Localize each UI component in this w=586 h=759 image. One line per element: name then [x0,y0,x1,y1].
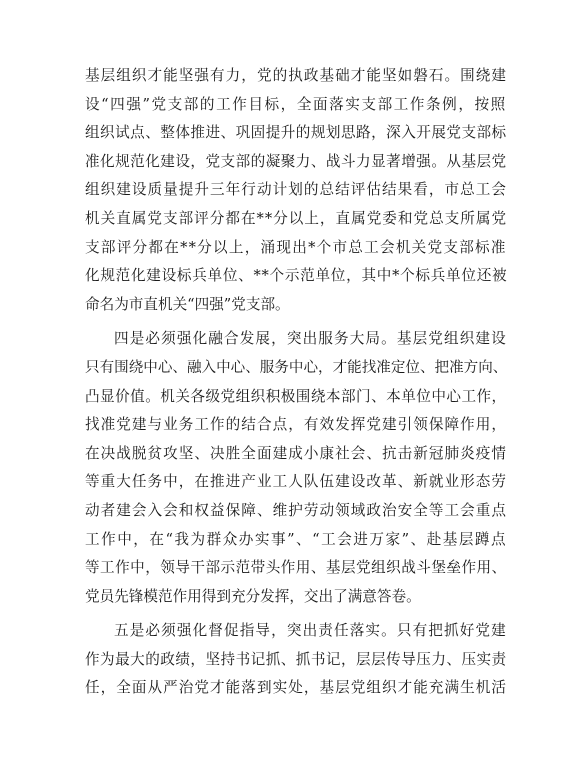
text-line: 等工作中，领导干部示范带头作用、基层党组织战斗堡垒作用、 [85,559,507,577]
text-line: 在决战脱贫攻坚、决胜全面建成小康社会、抗击新冠肺炎疫情 [85,444,508,462]
text-line: 工作中，在“我为群众办实事”、“工会进万家”、赴基层蹲点 [85,530,508,548]
text-line: 机关直属党支部评分都在**分以上，直属党委和党总支所属党 [85,209,508,227]
text-line: 准化规范化建设，党支部的凝聚力、战斗力显著增强。从基层党 [85,152,507,170]
text-line: 任，全面从严治党才能落到实处，基层党组织才能充满生机活 [85,679,508,697]
text-line: 四是必须强化融合发展，突出服务大局。基层党组织建设 [114,330,507,348]
text-line: 组织建设质量提升三年行动计划的总结评估结果看，市总工会 [85,181,508,199]
text-line: 找准党建与业务工作的结合点，有效发挥党建引领保障作用， [85,416,508,434]
text-line: 党员先锋模范作用得到充分发挥，交出了满意答卷。 [85,587,421,605]
text-line: 化规范化建设标兵单位、**个示范单位，其中*个标兵单位还被 [85,267,508,285]
text-line: 只有围绕中心、融入中心、服务中心，才能找准定位、把准方向、 [85,358,508,376]
text-line: 组织试点、整体推进、巩固提升的规划思路，深入开展党支部标 [85,124,507,142]
document-body [85,62,507,709]
text-line: 动者建会入会和权益保障、维护劳动领域政治安全等工会重点 [85,501,508,519]
text-line: 支部评分都在**分以上，涌现出*个市总工会机关党支部标准 [85,238,507,256]
paragraph-1 [85,62,507,319]
text-line: 作为最大的政绩，坚持书记抓、抓书记，层层传导压力、压实责 [85,650,507,668]
text-line: 设“四强”党支部的工作目标，全面落实支部工作条例，按照 [85,95,507,113]
paragraph-3 [85,617,507,703]
text-line: 基层组织才能坚强有力，党的执政基础才能坚如磐石。围绕建 [85,67,508,84]
text-line: 五是必须强化督促指导，突出责任落实。只有把抓好党建 [114,622,507,640]
text-line: 等重大任务中，在推进产业工人队伍建设改革、新就业形态劳 [85,473,508,491]
text-line: 凸显价值。机关各级党组织积极围绕本部门、本单位中心工作， [85,387,507,405]
paragraph-2 [85,325,507,611]
text-line: 命名为市直机关“四强”党支部。 [85,295,290,313]
